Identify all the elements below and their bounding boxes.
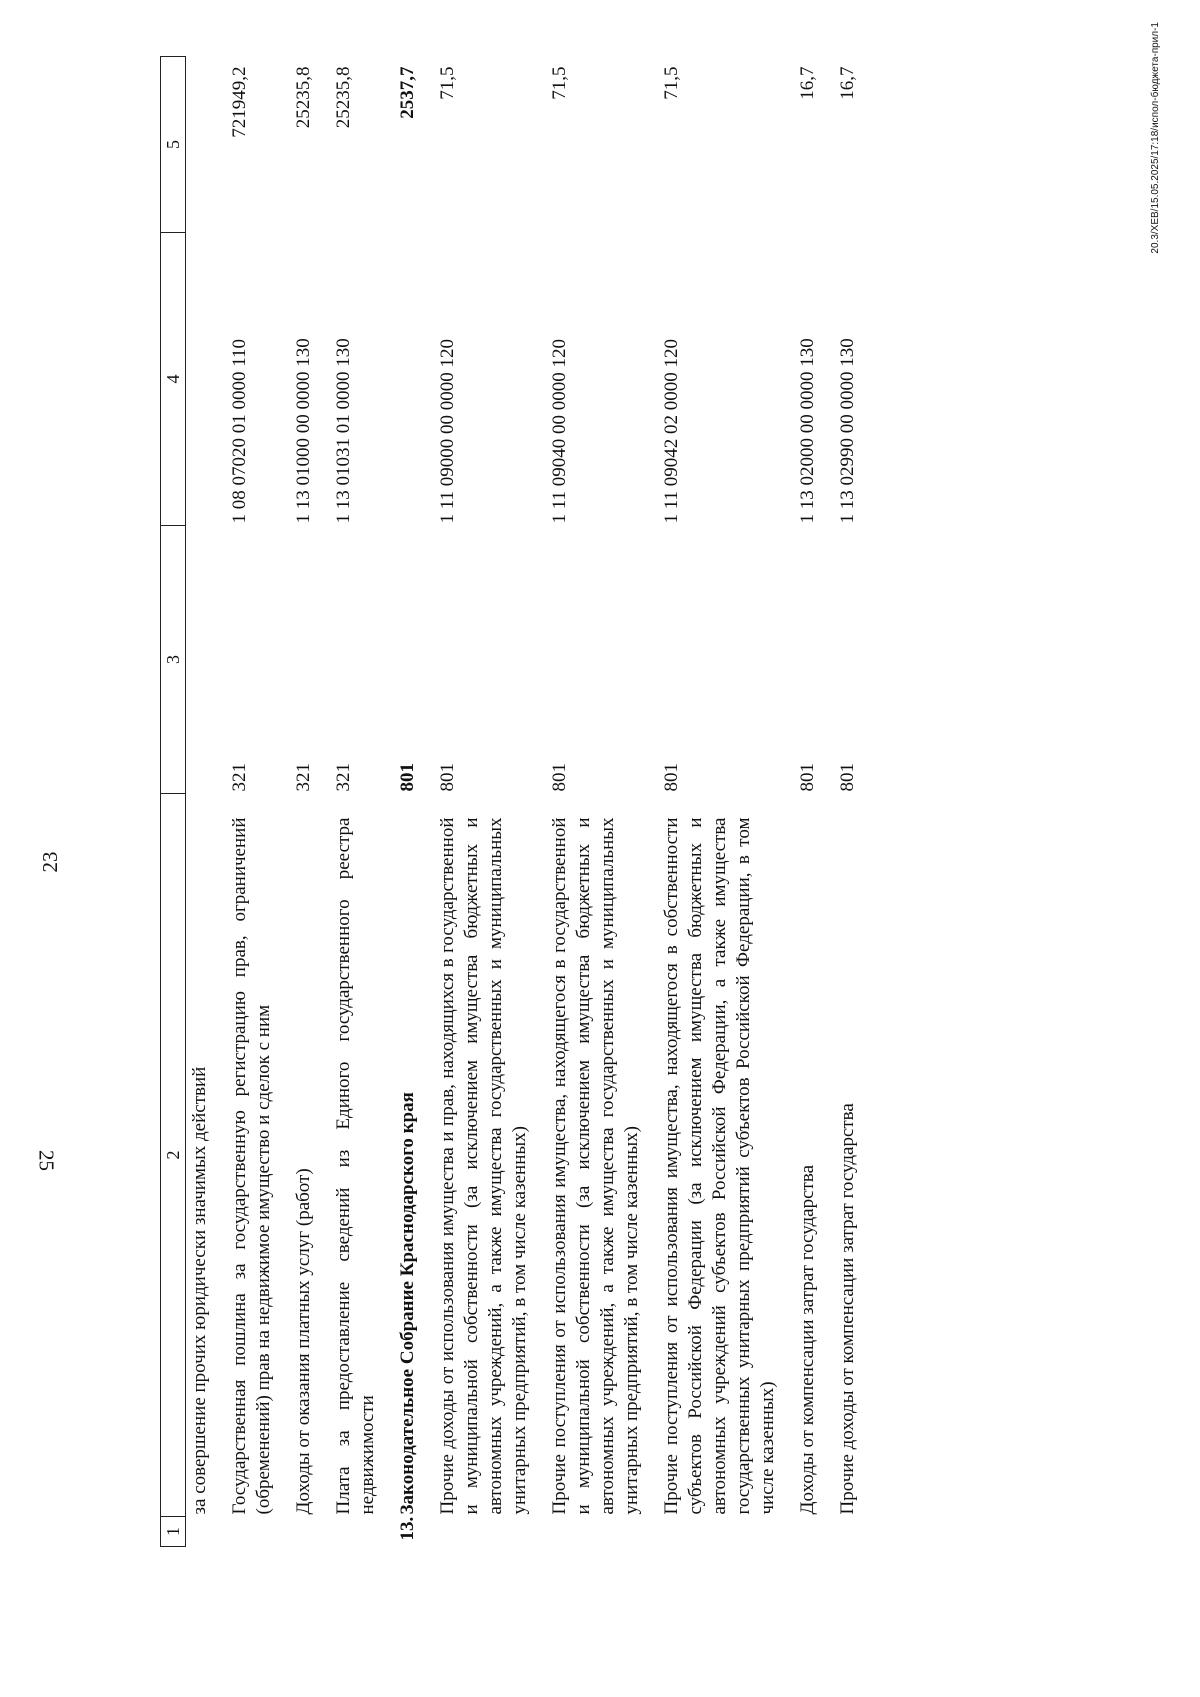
row-amount: 71,5	[437, 66, 458, 100]
row-name: Прочие поступления от использования имущества, находящегося в собственности субъектов Российской Федерации (за исключением имущества бюджетных и автономных учреждений субъектов Российской Федерации, а также имущества государственных унитарных предприятий субъектов Российской Федерации, в том числе казенных)	[661, 817, 778, 1515]
row-name: Доходы от оказания платных услуг (работ)	[293, 1168, 314, 1515]
row-classification-code: 1 13 02000 00 0000 130	[797, 338, 818, 524]
row-number	[538, 1517, 650, 1547]
row-name: Прочие доходы от компенсации затрат государства	[837, 1103, 858, 1515]
row-number: 13.	[397, 1516, 418, 1541]
row-name: Доходы от компенсации затрат государства	[797, 1165, 818, 1515]
row-number	[826, 1517, 866, 1547]
row-classification-code	[186, 233, 219, 526]
table-row	[426, 57, 538, 1547]
table-row	[786, 57, 826, 1547]
row-amount: 25235,8	[333, 66, 354, 129]
row-name: Государственная пошлина за государственную регистрацию прав, ограничений (обременений) прав на недвижимое имущество и сделок с ним	[229, 817, 274, 1515]
row-number	[218, 1517, 282, 1547]
table-body	[186, 57, 867, 1547]
row-classification-code	[386, 233, 426, 526]
row-amount: 16,7	[837, 66, 858, 100]
table-row	[538, 57, 650, 1547]
row-number	[322, 1517, 386, 1547]
row-number	[650, 1517, 786, 1547]
budget-revenue-table	[160, 56, 866, 1547]
row-admin-code: 801	[397, 763, 418, 792]
header-col-4: 4	[161, 233, 186, 526]
page-number-bottom: 25	[34, 1150, 59, 1171]
row-name: за совершение прочих юридически значимых действий	[189, 1066, 210, 1515]
row-amount: 25235,8	[293, 66, 314, 129]
table-row	[322, 57, 386, 1547]
table-row	[186, 57, 219, 1547]
row-classification-code: 1 11 09000 00 0000 120	[437, 338, 458, 524]
row-admin-code: 801	[797, 763, 818, 792]
row-amount: 16,7	[797, 66, 818, 100]
row-classification-code: 1 11 09040 00 0000 120	[549, 338, 570, 524]
row-classification-code: 1 11 09042 02 0000 120	[661, 338, 682, 524]
row-amount	[186, 57, 219, 233]
row-admin-code: 321	[333, 763, 354, 792]
table-row	[650, 57, 786, 1547]
row-admin-code: 801	[437, 763, 458, 792]
row-amount: 71,5	[661, 66, 682, 100]
row-admin-code: 321	[229, 763, 250, 792]
row-name: Плата за предоставление сведений из Единого государственного реестра недвижимости	[333, 817, 378, 1515]
row-admin-code: 801	[549, 763, 570, 792]
row-number	[282, 1517, 322, 1547]
table-row	[282, 57, 322, 1547]
table-row	[826, 57, 866, 1547]
row-admin-code	[186, 526, 219, 794]
row-amount: 2537,7	[397, 66, 418, 119]
row-classification-code: 1 13 01031 01 0000 130	[333, 338, 354, 524]
row-name: Законодательное Собрание Краснодарского края	[397, 1092, 418, 1515]
footer-file-path: 20.3/ХЕВ/15.05.2025/17:18/испол-бюджета-прил-1	[1150, 22, 1161, 254]
row-number	[786, 1517, 826, 1547]
row-admin-code: 801	[661, 763, 682, 792]
row-name: Прочие поступления от использования имущества, находящегося в государственной и муниципальной собственности (за исключением имущества бюджетных и автономных учреждений, а также имущества государственных и муниципальных унитарных предприятий, в том числе казенных)	[549, 817, 642, 1515]
header-col-1: 1	[161, 1517, 186, 1547]
row-name: Прочие доходы от использования имущества и прав, находящихся в государственной и муниципальной собственности (за исключением имущества бюджетных и автономных учреждений, а также имущества государственных и муниципальных унитарных предприятий, в том числе казенных)	[437, 817, 530, 1515]
row-amount: 71,5	[549, 66, 570, 100]
row-admin-code: 321	[293, 763, 314, 792]
table-row	[218, 57, 282, 1547]
row-number	[186, 1517, 219, 1547]
page-number-top: 23	[38, 851, 62, 873]
row-admin-code: 801	[837, 763, 858, 792]
header-col-3: 3	[161, 526, 186, 794]
row-amount: 721949,2	[229, 66, 250, 138]
header-col-2: 2	[161, 794, 186, 1517]
header-col-5: 5	[161, 57, 186, 233]
row-classification-code: 1 08 07020 01 0000 110	[229, 338, 250, 524]
table-row	[386, 57, 426, 1547]
row-classification-code: 1 13 01000 00 0000 130	[293, 338, 314, 524]
table-header-row	[161, 57, 186, 1547]
row-number	[426, 1517, 538, 1547]
row-classification-code: 1 13 02990 00 0000 130	[837, 338, 858, 524]
